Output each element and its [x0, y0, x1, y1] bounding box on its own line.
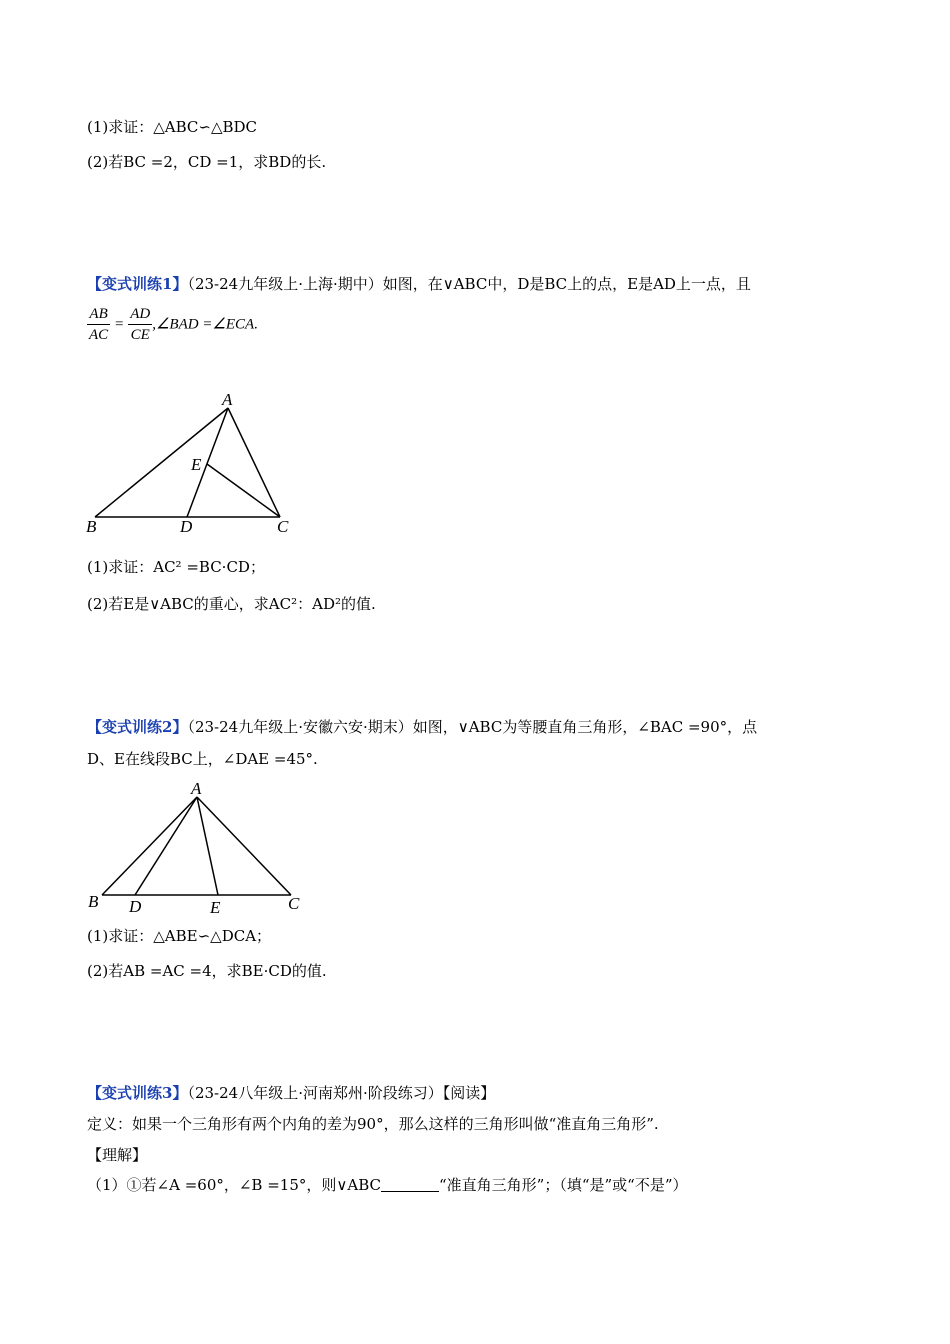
variant-3-understand: 【理解】: [87, 1146, 148, 1164]
variant-3-question-1: （1）①若∠A =60°，∠B =15°，则∨ABC “准直角三角形”；（填“是”或“不是”）: [87, 1176, 688, 1194]
label-b-2: B: [88, 892, 99, 911]
label-a-2: A: [191, 779, 202, 798]
label-c: C: [277, 517, 289, 536]
variant-1-question-1: (1)求证：AC² =BC·CD；: [87, 558, 265, 576]
variant-1-source: （23-24九年级上·上海·期中）如图，在∨ABC中，D是BC上的点，E是AD上一点，且: [187, 275, 751, 293]
label-e: E: [191, 455, 202, 474]
variant-3-label: 【变式训练3】: [87, 1084, 188, 1102]
variant-1-question-2: (2)若E是∨ABC的重心，求AC²：AD²的值.: [87, 595, 376, 613]
variant-2-label: 【变式训练2】: [87, 718, 188, 736]
variant-2-line-1: （23-24九年级上·安徽六安·期末）如图，∨ABC为等腰直角三角形，∠BAC =90°，点: [187, 718, 758, 736]
variant-1-condition: $\frac{AB}{AC}$ = $\frac{AD}{CE}$ ,∠BAD =∠ECA.: [89, 306, 258, 343]
question-1: (1)求证：△ABC∽△BDC: [87, 118, 258, 136]
answer-blank[interactable]: [381, 1176, 439, 1192]
variant-1-label: 【变式训练1】: [87, 275, 188, 293]
variant-2-line-2: D、E在线段BC上，∠DAE =45°.: [87, 750, 318, 768]
variant-2-question-2: (2)若AB =AC =4，求BE·CD的值.: [87, 962, 327, 980]
variant-3-header: [87, 1083, 495, 1103]
label-e-2: E: [210, 898, 221, 917]
label-b: B: [86, 517, 97, 536]
label-a: A: [222, 390, 233, 409]
fraction-ad-ce: $\frac{AD}{CE}$: [130, 306, 151, 343]
variant-3-source: （23-24八年级上·河南郑州·阶段练习）【阅读】: [187, 1084, 496, 1102]
fraction-ab-ac: $\frac{AB}{AC}$: [89, 306, 109, 343]
label-d-2: D: [129, 897, 142, 916]
variant-2-question-1: (1)求证：△ABE∽△DCA；: [87, 927, 272, 945]
variant-3-definition: 定义：如果一个三角形有两个内角的差为90°，那么这样的三角形叫做“准直角三角形”.: [87, 1115, 659, 1133]
angle-condition: ,∠BAD =∠ECA.: [152, 316, 258, 333]
label-c-2: C: [288, 894, 300, 913]
question-2: (2)若BC =2，CD =1，求BD的长.: [87, 153, 327, 171]
label-d: D: [180, 517, 193, 536]
